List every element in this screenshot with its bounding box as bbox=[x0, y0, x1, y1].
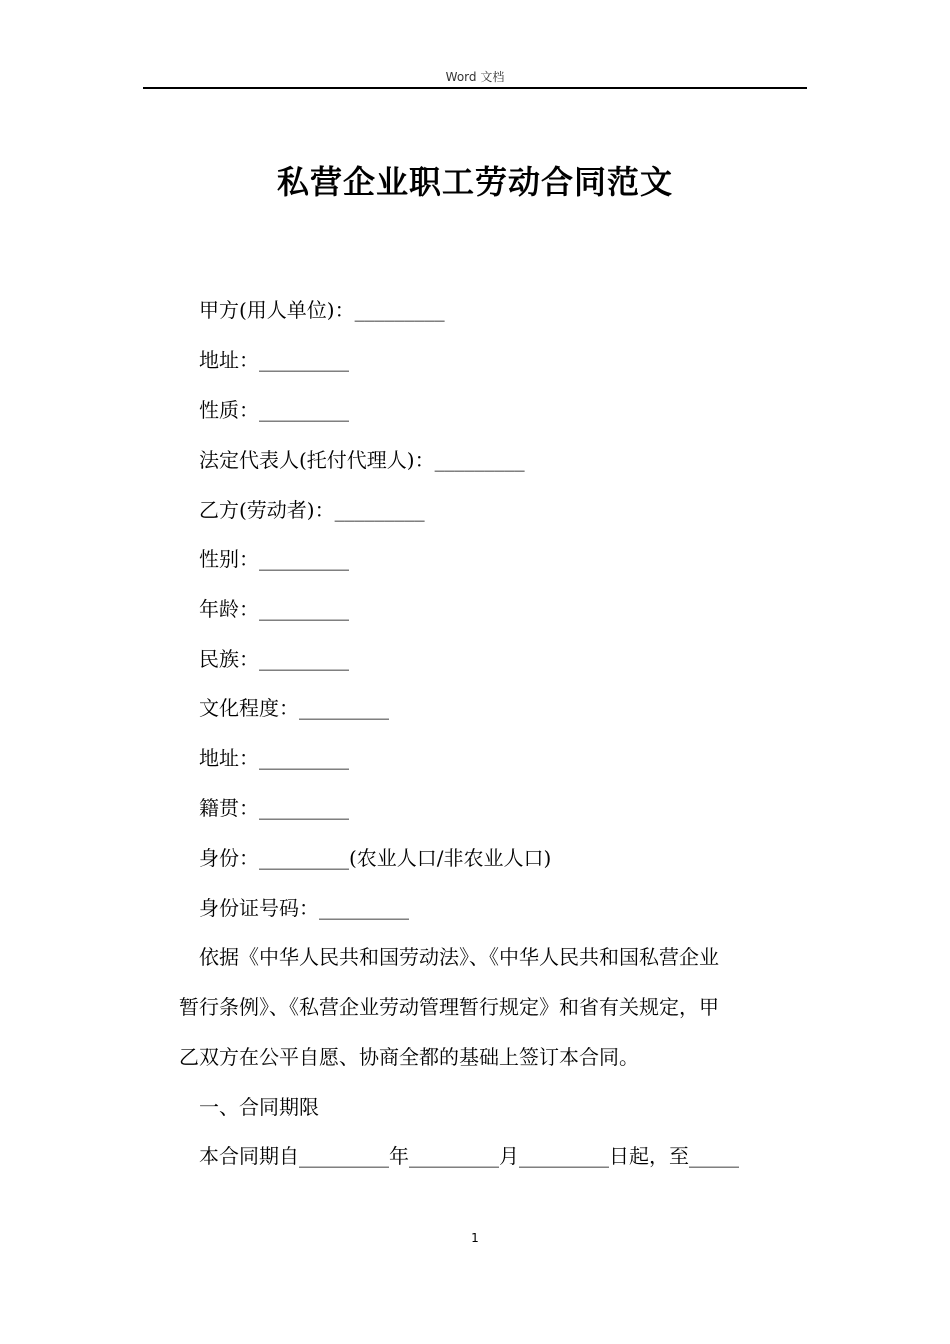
field-legal-representative: 法定代表人(托付代理人)：_________ bbox=[199, 448, 525, 472]
field-id-number: 身份证号码：_________ bbox=[199, 896, 409, 920]
header-rule bbox=[143, 87, 807, 89]
field-status: 身份：_________(农业人口/非农业人口) bbox=[199, 846, 552, 870]
section-heading-contract-term: 一、合同期限 bbox=[199, 1095, 319, 1119]
basis-paragraph-line-2: 暂行条例》、《私营企业劳动管理暂行规定》和省有关规定，甲 bbox=[179, 995, 719, 1019]
field-employer: 甲方(用人单位)：_________ bbox=[199, 298, 445, 322]
field-employee-address: 地址：_________ bbox=[199, 746, 349, 770]
document-header-label: Word 文档 bbox=[445, 70, 505, 84]
page-number: 1 bbox=[471, 1231, 479, 1245]
field-ethnicity: 民族：_________ bbox=[199, 647, 349, 671]
basis-paragraph-line-3: 乙双方在公平自愿、协商全都的基础上签订本合同。 bbox=[179, 1045, 639, 1069]
field-native-place: 籍贯：_________ bbox=[199, 796, 349, 820]
field-employer-address: 地址：_________ bbox=[199, 348, 349, 372]
document-title: 私营企业职工劳动合同范文 bbox=[276, 163, 673, 201]
field-gender: 性别：_________ bbox=[199, 547, 349, 571]
field-education: 文化程度：_________ bbox=[199, 696, 389, 720]
field-employee: 乙方(劳动者)：_________ bbox=[199, 498, 425, 522]
basis-paragraph-line-1: 依据《中华人民共和国劳动法》、《中华人民共和国私营企业 bbox=[199, 945, 719, 969]
contract-term-line: 本合同期自_________年_________月_________日起，至_____ bbox=[199, 1144, 739, 1168]
field-age: 年龄：_________ bbox=[199, 597, 349, 621]
field-nature: 性质：_________ bbox=[199, 398, 349, 422]
